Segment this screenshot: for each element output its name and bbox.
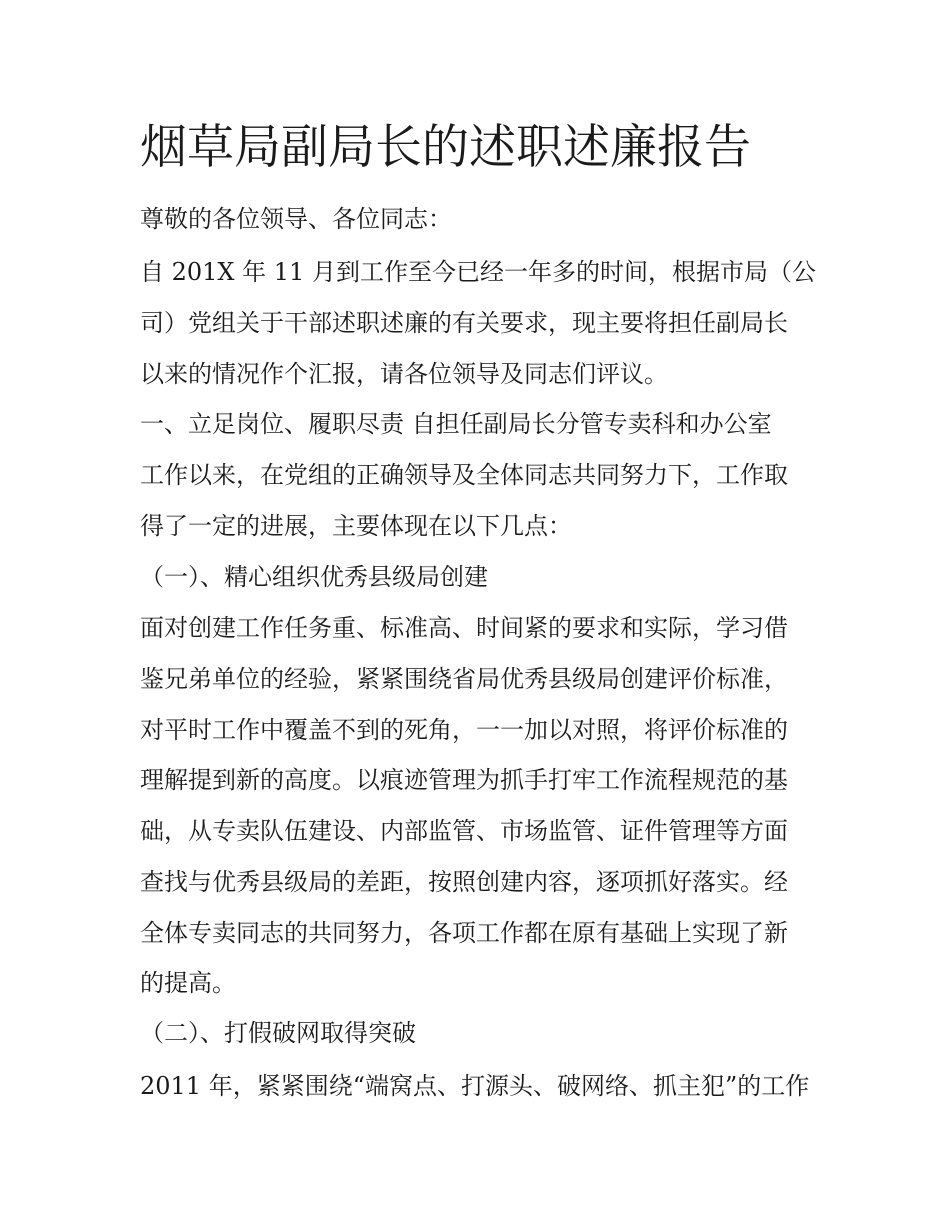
- text-line: 工作以来，在党组的正确领导及全体同志共同努力下，工作取: [140, 461, 788, 489]
- text-line: 自 201X 年 11 月到工作至今已经一年多的时间，根据市局（公: [140, 258, 816, 286]
- text-line: 对平时工作中覆盖不到的死角，一一加以对照，将评价标准的: [140, 716, 788, 744]
- subsection-heading-1: （一）、精心组织优秀县级局创建: [140, 563, 488, 591]
- text-line: 全体专卖同志的共同努力，各项工作都在原有基础上实现了新: [140, 919, 788, 947]
- text-line: 得了一定的进展，主要体现在以下几点：: [140, 512, 572, 540]
- text-line: 理解提到新的高度。以痕迹管理为抓手打牢工作流程规范的基: [140, 766, 788, 794]
- section-heading-1: 一、立足岗位、履职尽责 自担任副局长分管专卖科和办公室: [140, 410, 772, 438]
- text-line: 的提高。: [140, 969, 236, 997]
- text-line: 鉴兄弟单位的经验，紧紧围绕省局优秀县级局创建评价标准，: [140, 665, 788, 693]
- subsection-heading-2: （二）、打假破网取得突破: [140, 1019, 416, 1047]
- text-line: 础，从专卖队伍建设、内部监管、市场监管、证件管理等方面: [140, 817, 788, 845]
- text-line: 2011 年，紧紧围绕“端窝点、打源头、破网络、抓主犯”的工作: [140, 1072, 810, 1100]
- text-line: 面对创建工作任务重、标准高、时间紧的要求和实际，学习借: [140, 614, 788, 642]
- text-line-salutation: 尊敬的各位领导、各位同志：: [140, 205, 452, 233]
- document-title: 烟草局副局长的述职述廉报告: [140, 120, 751, 175]
- text-line: 查找与优秀县级局的差距，按照创建内容，逐项抓好落实。经: [140, 868, 788, 896]
- text-line: 司）党组关于干部述职述廉的有关要求，现主要将担任副局长: [140, 309, 788, 337]
- text-line: 以来的情况作个汇报，请各位领导及同志们评议。: [140, 360, 668, 388]
